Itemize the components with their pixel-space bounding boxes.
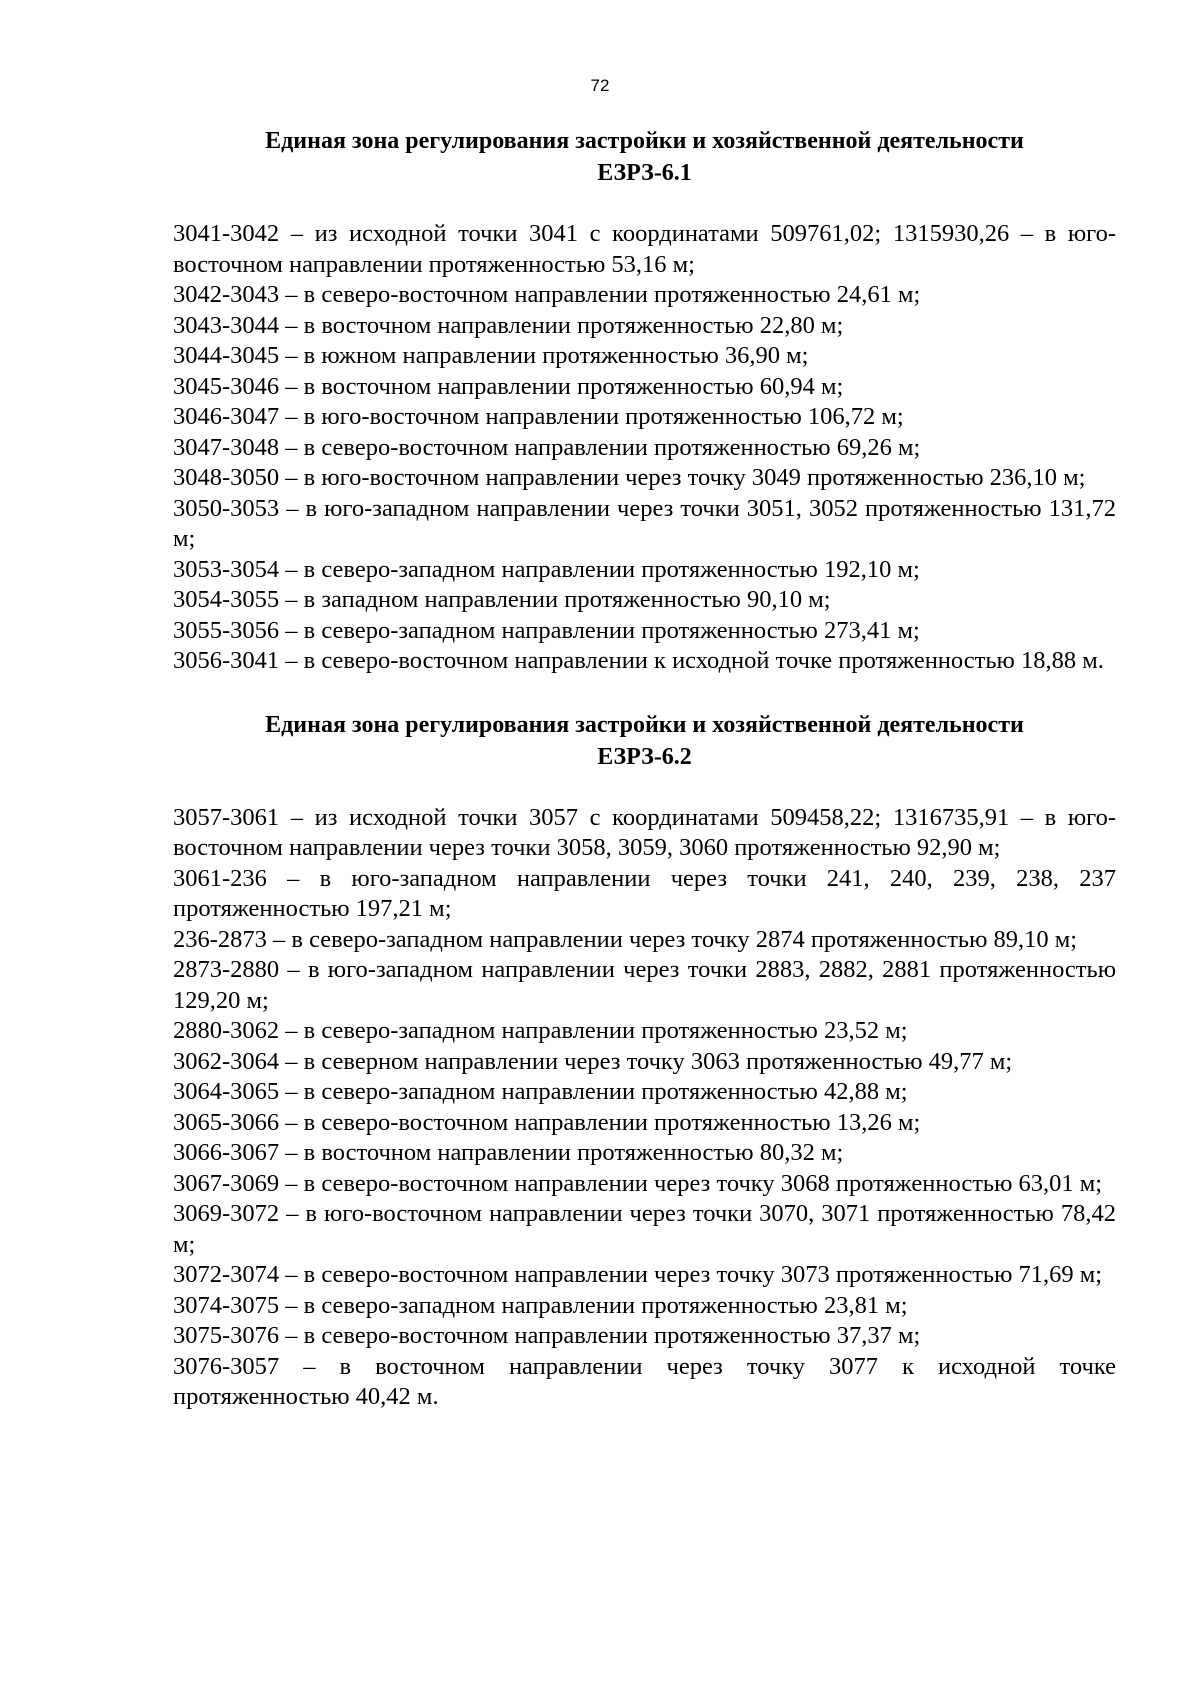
boundary-entry: 236-2873 – в северо-западном направлении через точку 2874 протяженностью 89,10 м; bbox=[173, 925, 1078, 953]
section-title-code: ЕЗРЗ-6.1 bbox=[597, 160, 692, 186]
boundary-entry: 3057-3061 – из исходной точки 3057 с координатами 509458,22; 1316735,91 – в юго-восточном направлении через точки 3058, 3059, 3060 протяженностью 92,90 м; bbox=[173, 803, 1116, 861]
boundary-entry: 3076-3057 – в восточном направлении через точку 3077 к исходной точке протяженностью 40,42 м. bbox=[173, 1352, 1116, 1410]
boundary-entry: 3064-3065 – в северо-западном направлении протяженностью 42,88 м; bbox=[173, 1078, 908, 1105]
boundary-entry: 3067-3069 – в северо-восточном направлении через точку 3068 протяженностью 63,01 м; bbox=[173, 1169, 1103, 1197]
section-title bbox=[173, 709, 1116, 773]
boundary-entry: 3065-3066 – в северо-восточном направлении протяженностью 13,26 м; bbox=[173, 1108, 921, 1136]
document-body bbox=[173, 125, 1116, 1445]
boundary-entry: 3050-3053 – в юго-западном направлении через точки 3051, 3052 протяженностью 131,72 м; bbox=[173, 494, 1116, 552]
boundary-entry: 3072-3074 – в северо-восточном направлении через точку 3073 протяженностью 71,69 м; bbox=[173, 1261, 1103, 1288]
boundary-entry: 3047-3048 – в северо-восточном направлении протяженностью 69,26 м; bbox=[173, 433, 921, 461]
boundary-entry: 3056-3041 – в северо-восточном направлении к исходной точке протяженностью 18,88 м. bbox=[173, 647, 1104, 674]
page-number: 72 bbox=[590, 76, 610, 95]
boundary-entry: 3075-3076 – в северо-восточном направлении протяженностью 37,37 м; bbox=[173, 1322, 921, 1349]
boundary-entry: 3048-3050 – в юго-восточном направлении через точку 3049 протяженностью 236,10 м; bbox=[173, 464, 1086, 491]
boundary-entry: 3054-3055 – в западном направлении протяженностью 90,10 м; bbox=[173, 586, 831, 613]
section-title-line: Единая зона регулирования застройки и хозяйственной деятельности bbox=[265, 128, 1024, 154]
boundary-entry: 2873-2880 – в юго-западном направлении через точки 2883, 2882, 2881 протяженностью 129,20 м; bbox=[173, 956, 1116, 1014]
boundary-entry: 3055-3056 – в северо-западном направлении протяженностью 273,41 м; bbox=[173, 616, 920, 644]
section-title bbox=[173, 125, 1116, 189]
boundary-entry: 3062-3064 – в северном направлении через точку 3063 протяженностью 49,77 м; bbox=[173, 1047, 1013, 1075]
boundary-entry: 3069-3072 – в юго-восточном направлении через точки 3070, 3071 протяженностью 78,42 м; bbox=[173, 1200, 1116, 1258]
section-ezrz-6-2 bbox=[173, 709, 1116, 1413]
boundary-entry: 3043-3044 – в восточном направлении протяженностью 22,80 м; bbox=[173, 311, 844, 339]
section-title-code: ЕЗРЗ-6.2 bbox=[597, 743, 692, 770]
boundary-entry: 3074-3075 – в северо-западном направлении протяженностью 23,81 м; bbox=[173, 1291, 908, 1319]
boundary-entry: 3044-3045 – в южном направлении протяженностью 36,90 м; bbox=[173, 342, 809, 369]
section-title-line: Единая зона регулирования застройки и хозяйственной деятельности bbox=[265, 711, 1024, 738]
boundary-list bbox=[173, 803, 1116, 1413]
boundary-entry: 3041-3042 – из исходной точки 3041 с координатами 509761,02; 1315930,26 – в юго-восточном направлении протяженностью 53,16 м; bbox=[173, 220, 1116, 278]
section-ezrz-6-1 bbox=[173, 125, 1116, 677]
boundary-entry: 3061-236 – в юго-западном направлении через точки 241, 240, 239, 238, 237 протяженностью 197,21 м; bbox=[173, 864, 1116, 922]
boundary-entry: 3045-3046 – в восточном направлении протяженностью 60,94 м; bbox=[173, 372, 844, 400]
boundary-entry: 3042-3043 – в северо-восточном направлении протяженностью 24,61 м; bbox=[173, 281, 921, 308]
boundary-entry: 3066-3067 – в восточном направлении протяженностью 80,32 м; bbox=[173, 1139, 844, 1166]
boundary-entry: 2880-3062 – в северо-западном направлении протяженностью 23,52 м; bbox=[173, 1017, 908, 1044]
boundary-entry: 3053-3054 – в северо-западном направлении протяженностью 192,10 м; bbox=[173, 555, 920, 583]
boundary-entry: 3046-3047 – в юго-восточном направлении протяженностью 106,72 м; bbox=[173, 403, 904, 430]
boundary-list bbox=[173, 219, 1116, 677]
